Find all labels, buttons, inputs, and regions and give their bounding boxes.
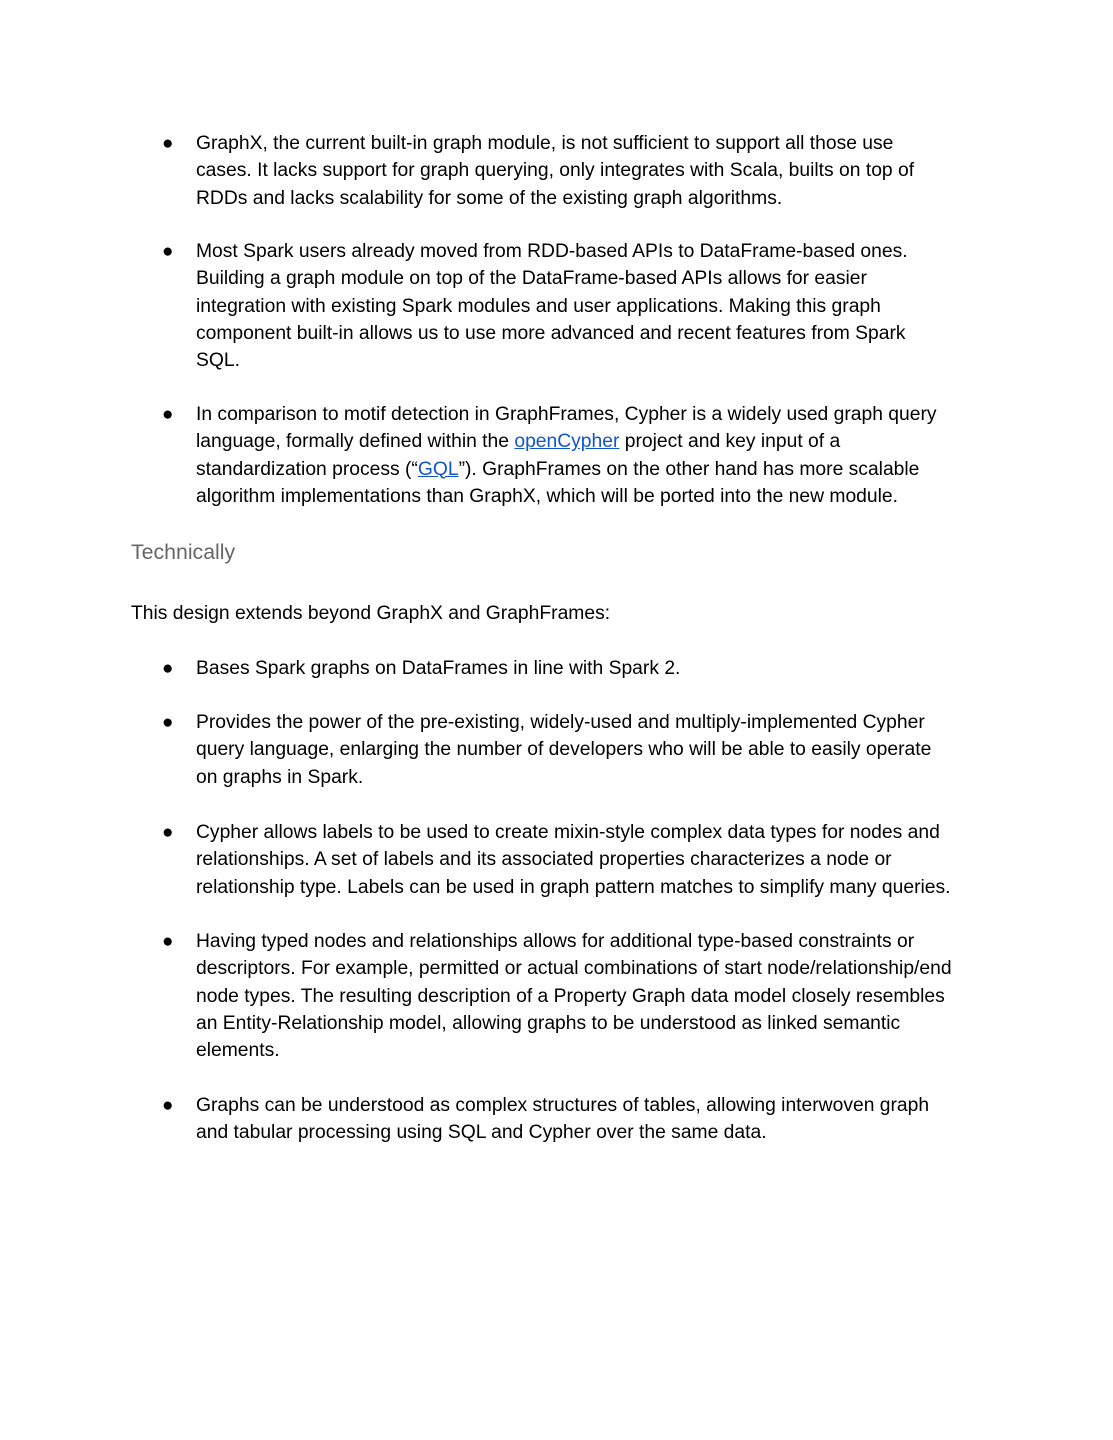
text-line: and tabular processing using SQL and Cypher over the same data. [196, 1122, 767, 1144]
list-item-text [196, 401, 996, 510]
section-heading: Technically [131, 540, 236, 564]
text-line: cases. It lacks support for graph querying, only integrates with Scala, builts on top of [196, 160, 915, 182]
bullet-icon: ● [162, 133, 174, 154]
text-line: Graphs can be understood as complex structures of tables, allowing interwoven graph [196, 1095, 930, 1116]
text-line: elements. [196, 1040, 280, 1062]
bullet-icon: ● [162, 931, 174, 952]
text-line: component built-in allows us to use more advanced and recent features from Spark [196, 322, 906, 344]
text-line: SQL. [196, 350, 240, 372]
text-line: algorithm implementations than GraphX, which will be ported into the new module. [196, 485, 898, 507]
text-line: Cypher allows labels to be used to create mixin-style complex data types for nodes and [196, 822, 940, 843]
bullet-icon: ● [162, 404, 174, 425]
text-line: on graphs in Spark. [196, 766, 364, 788]
list-item-text [196, 130, 996, 212]
text-line: In comparison to motif detection in GraphFrames, Cypher is a widely used graph query [196, 404, 937, 425]
text-segment: project and key input of a [619, 431, 841, 453]
list-item-text [196, 928, 996, 1064]
list-item-text [196, 819, 996, 901]
bullet-icon: ● [162, 712, 174, 733]
text-line: node types. The resulting description of a Property Graph data model closely resembles [196, 985, 945, 1007]
section-intro-paragraph: This design extends beyond GraphX and GraphFrames: [131, 603, 611, 624]
text-line: RDDs and lacks scalability for some of the existing graph algorithms. [196, 187, 783, 209]
text-segment: standardization process (“ [196, 458, 418, 480]
text-line: relationships. A set of labels and its associated properties characterizes a node or [196, 849, 892, 871]
opencypher-link[interactable]: openCypher [514, 431, 620, 453]
bullet-icon: ● [162, 241, 174, 262]
text-line: GraphX, the current built-in graph module, is not sufficient to support all those use [196, 133, 894, 154]
bullet-icon: ● [162, 1095, 174, 1116]
list-item-text [196, 238, 996, 374]
text-line: Bases Spark graphs on DataFrames in line with Spark 2. [196, 658, 681, 679]
text-line: Most Spark users already moved from RDD-based APIs to DataFrame-based ones. [196, 241, 908, 262]
gql-link[interactable]: GQL [417, 458, 459, 480]
text-line [196, 428, 996, 455]
bullet-icon: ● [162, 822, 174, 843]
text-line: Provides the power of the pre-existing, widely-used and multiply-implemented Cypher [196, 712, 925, 733]
text-line: Building a graph module on top of the DataFrame-based APIs allows for easier [196, 268, 867, 290]
list-item-text [196, 709, 996, 791]
text-line: an Entity-Relationship model, allowing graphs to be understood as linked semantic [196, 1012, 901, 1034]
text-line: query language, enlarging the number of developers who will be able to easily operate [196, 739, 932, 761]
bullet-icon: ● [162, 658, 174, 679]
text-line: relationship type. Labels can be used in graph pattern matches to simplify many queries. [196, 876, 951, 898]
text-line: integration with existing Spark modules and user applications. Making this graph [196, 295, 881, 317]
list-item-text [196, 1092, 996, 1147]
text-line: descriptors. For example, permitted or actual combinations of start node/relationship/end [196, 958, 952, 980]
text-segment: language, formally defined within the [196, 431, 515, 453]
text-line: Having typed nodes and relationships allows for additional type-based constraints or [196, 931, 915, 952]
text-line [196, 456, 996, 483]
list-item-text [196, 655, 996, 682]
text-segment: ”). GraphFrames on the other hand has more scalable [458, 458, 920, 480]
